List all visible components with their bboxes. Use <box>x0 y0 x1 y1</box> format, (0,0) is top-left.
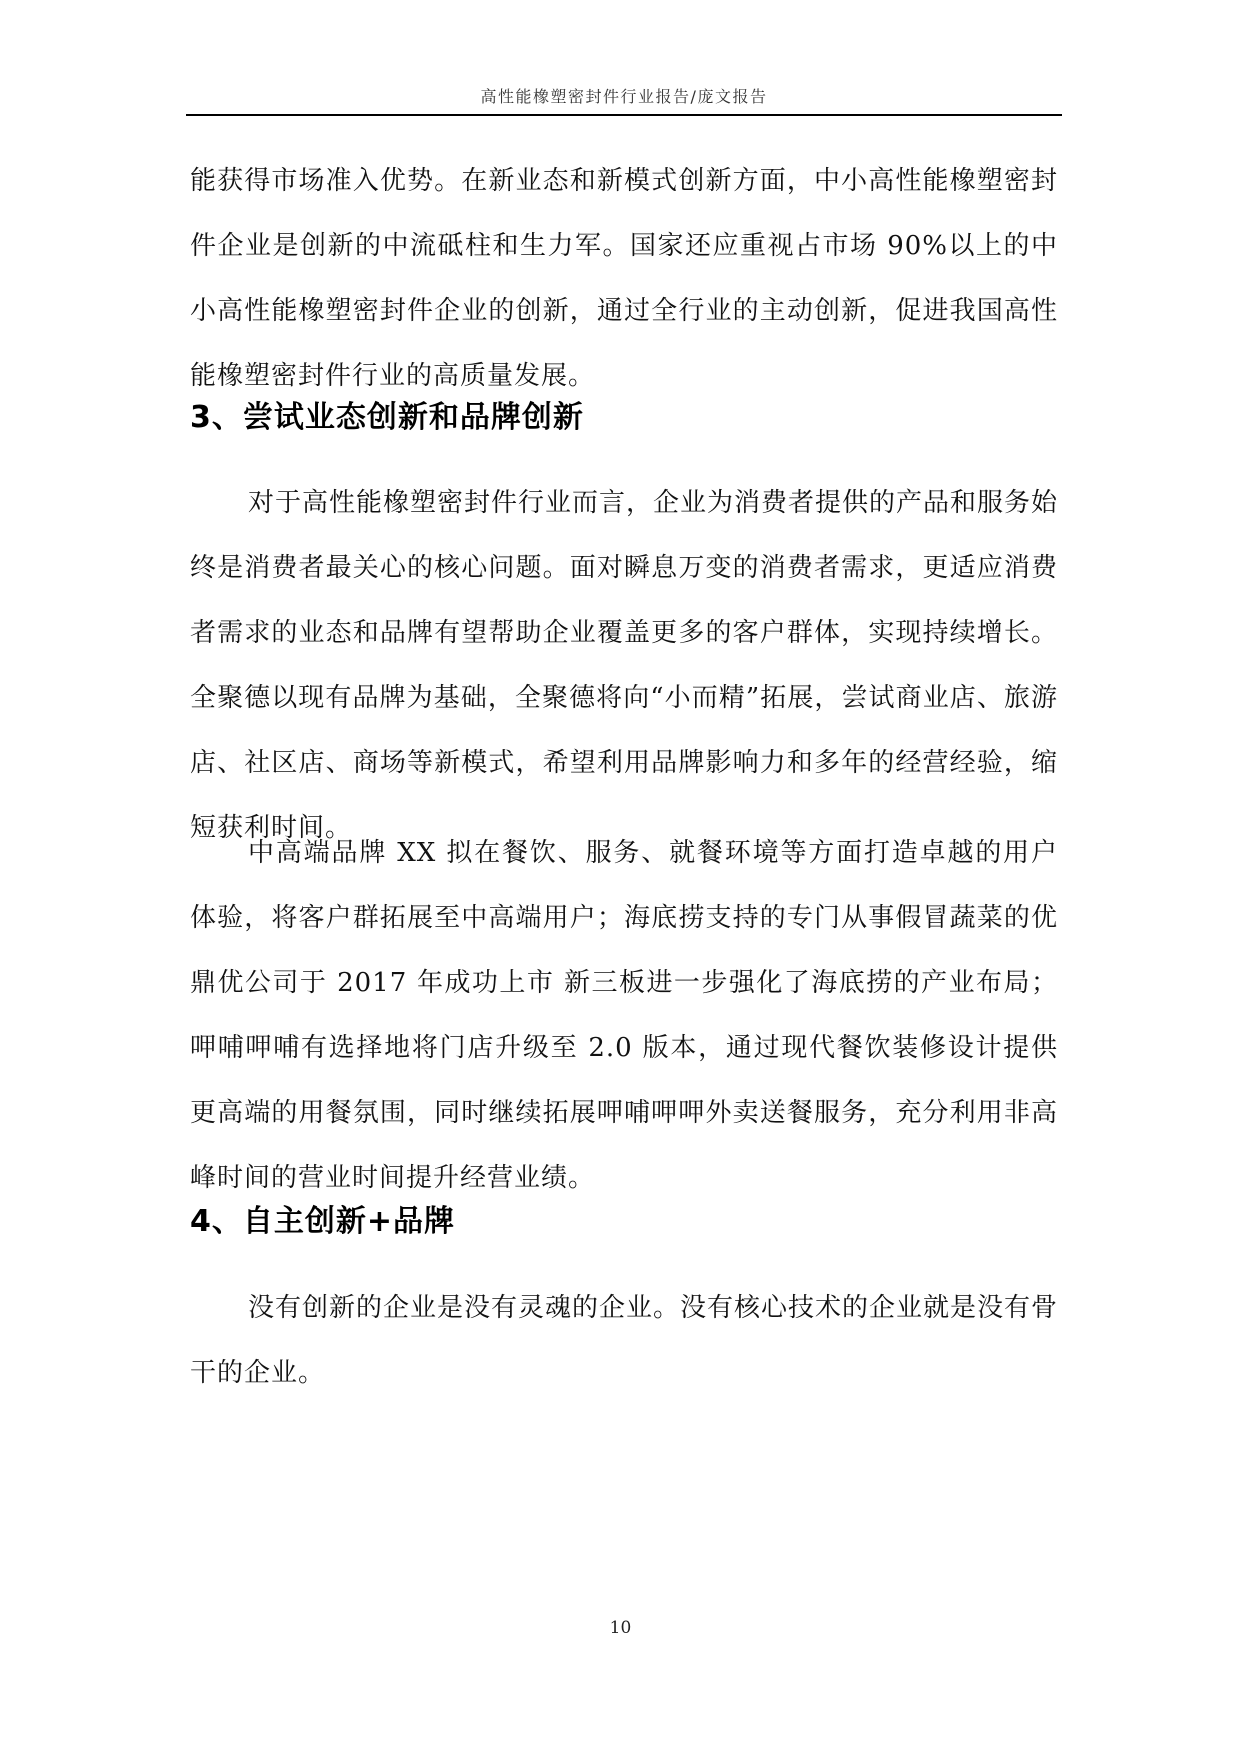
body-paragraph-1: 能获得市场准入优势。在新业态和新模式创新方面，中小高性能橡塑密封件企业是创新的中流砥柱和生力军。国家还应重视占市场 90%以上的中小高性能橡塑密封件企业的创新，通过全行业的主动创新，促进我国高性能橡塑密封件行业的高质量发展。 <box>190 166 1058 391</box>
header-divider <box>186 114 1062 116</box>
page-number: 10 <box>609 1618 632 1638</box>
body-paragraph-4: 没有创新的企业是没有灵魂的企业。没有核心技术的企业就是没有骨干的企业。 <box>190 1293 1059 1388</box>
body-paragraph-3: 中高端品牌 XX 拟在餐饮、服务、就餐环境等方面打造卓越的用户体验，将客户群拓展至中高端用户；海底捞支持的专门从事假冒蔬菜的优鼎优公司于 2017 年成功上市 新三板进一步强化了海底捞的产业布局；呷哺呷哺有选择地将门店升级至 2.0 版本，通过现代餐饮装修设计提供更高端的用餐氛围，同时继续拓展呷哺呷呷外卖送餐服务，充分利用非高峰时间的营业时间提升经营业绩。 <box>190 838 1058 1193</box>
section-heading-4: 4、自主创新+品牌 <box>190 1204 456 1239</box>
section-heading-3: 3、尝试业态创新和品牌创新 <box>190 400 584 435</box>
body-paragraph-2: 对于高性能橡塑密封件行业而言，企业为消费者提供的产品和服务始终是消费者最关心的核心问题。面对瞬息万变的消费者需求，更适应消费者需求的业态和品牌有望帮助企业覆盖更多的客户群体，实现持续增长。全聚德以现有品牌为基础，全聚德将向“小而精”拓展，尝试商业店、旅游店、社区店、商场等新模式，希望利用品牌影响力和多年的经营经验，缩短获利时间。 <box>190 488 1059 843</box>
page-header-title: 高性能橡塑密封件行业报告/庞文报告 <box>480 87 768 106</box>
